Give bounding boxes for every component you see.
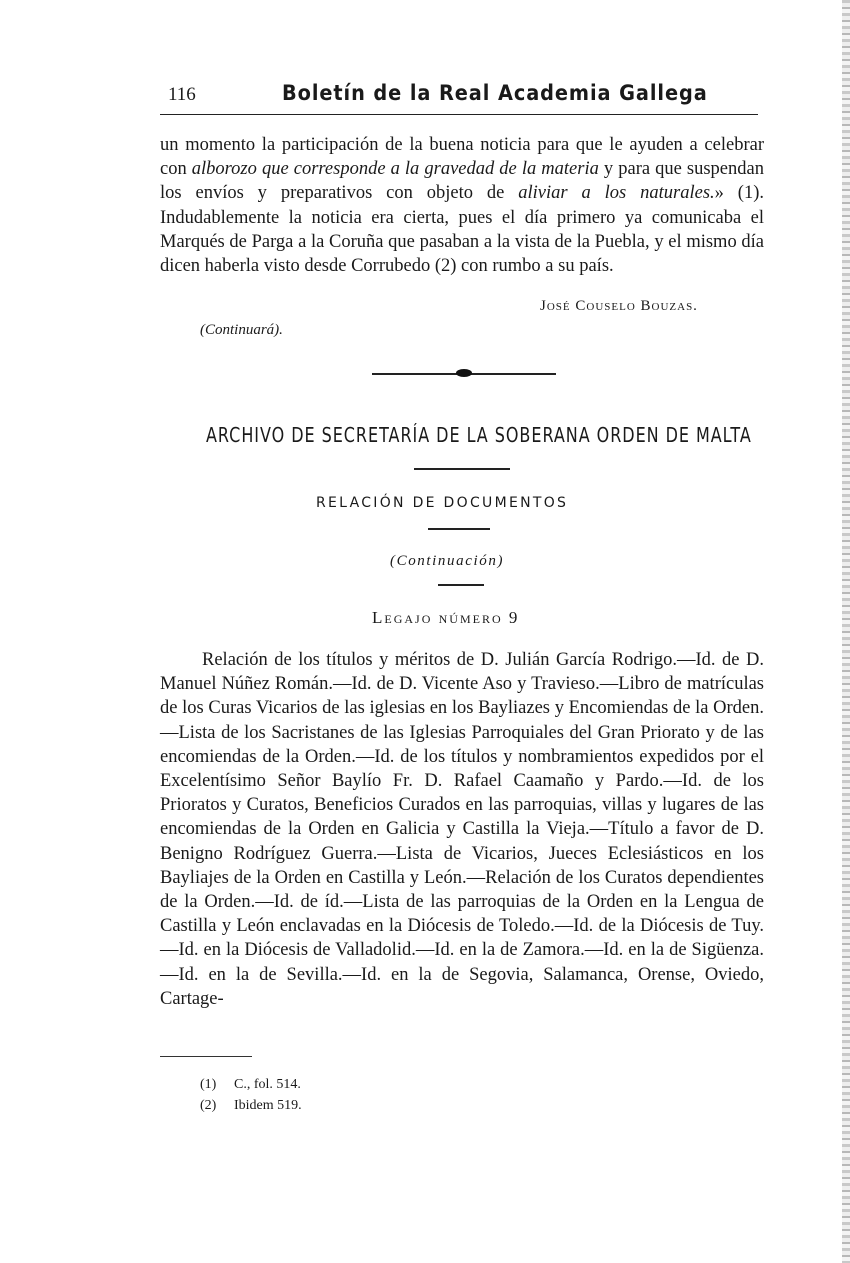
- footnote-rule: [160, 1056, 252, 1057]
- continued-paragraph-text: un momento la participación de la buena noticia para que le ayuden a celebrar con alborozo que corresponde a la gravedad de la materia y para que suspendan los envíos y preparativos con objeto de aliviar a los naturales.» (1). Indudablemente la noticia era cierta, pues el día primero ya comunicaba el Marqués de Parga a la Coruña que pasaban a la vista de la Puebla, y el mismo día dicen haberla visto desde Corrubedo (2) con rumbo a su país.: [160, 135, 764, 277]
- author-signature: José Couselo Bouzas.: [540, 298, 698, 314]
- ornamental-divider: [372, 367, 556, 379]
- continuation-rule: [438, 584, 484, 586]
- footnotes: [200, 1074, 302, 1116]
- to-be-continued-note: (Continuará).: [200, 322, 283, 338]
- footnote-text: C., fol. 514.: [234, 1077, 301, 1092]
- section-subtitle: RELACIÓN DE DOCUMENTOS: [316, 495, 569, 511]
- divider-ornament: [456, 369, 472, 377]
- page-edge-shadow: [842, 0, 850, 1263]
- section-title: ARCHIVO DE SECRETARÍA DE LA SOBERANA ORDEN DE MALTA: [206, 423, 752, 447]
- document-list-text: Relación de los títulos y méritos de D. Julián García Rodrigo.—Id. de D. Manuel Núñez Román.—Id. de D. Vicente Aso y Travieso.—Libro de matrículas de los Curas Vicarios de las iglesias en los Bayliazes y Encomiendas de la Orden.—Lista de los Sacristanes de las Iglesias Parroquiales del Gran Priorato y de las encomiendas de la Orden.—Id. de los títulos y nombramientos expedidos por el Excelentísimo Señor Baylío Fr. D. Rafael Caamaño y Pardo.—Id. de los Prioratos y Curatos, Beneficios Curados en las parroquias, villas y lugares de las encomiendas de la Orden en Galicia y Castilla la Vieja.—Título a favor de D. Benigno Rodríguez Guerra.—Lista de Vicarios, Jueces Eclesiásticos en los Bayliajes de la Orden en Castilla y León.—Relación de los Curatos dependientes de la Orden.—Id. de íd.—Lista de las parroquias de la Orden en la Lengua de Castilla y León enclavadas en la Diócesis de Toledo.—Id. de la Diócesis de Tuy.—Id. en la Diócesis de Valladolid.—Id. en la de Zamora.—Id. en la de Sigüenza.—Id. en la de Sevilla.—Id. en la de Segovia, Salamanca, Orense, Oviedo, Cartage-: [160, 650, 764, 1009]
- page-number: 116: [168, 84, 196, 105]
- footnote: [200, 1074, 302, 1095]
- continued-paragraph: [160, 133, 764, 278]
- title-rule: [414, 468, 510, 470]
- footnote: [200, 1095, 302, 1116]
- footnote-mark: (1): [200, 1077, 217, 1092]
- subtitle-rule: [428, 528, 490, 530]
- document-list: [160, 648, 764, 1011]
- footnote-mark: (2): [200, 1098, 217, 1113]
- page-header: [160, 78, 758, 115]
- running-title: Boletín de la Real Academia Gallega: [282, 81, 708, 105]
- legajo-heading: Legajo número 9: [372, 608, 520, 627]
- continuation-note: (Continuación): [390, 553, 505, 569]
- footnote-text: Ibidem 519.: [234, 1098, 302, 1113]
